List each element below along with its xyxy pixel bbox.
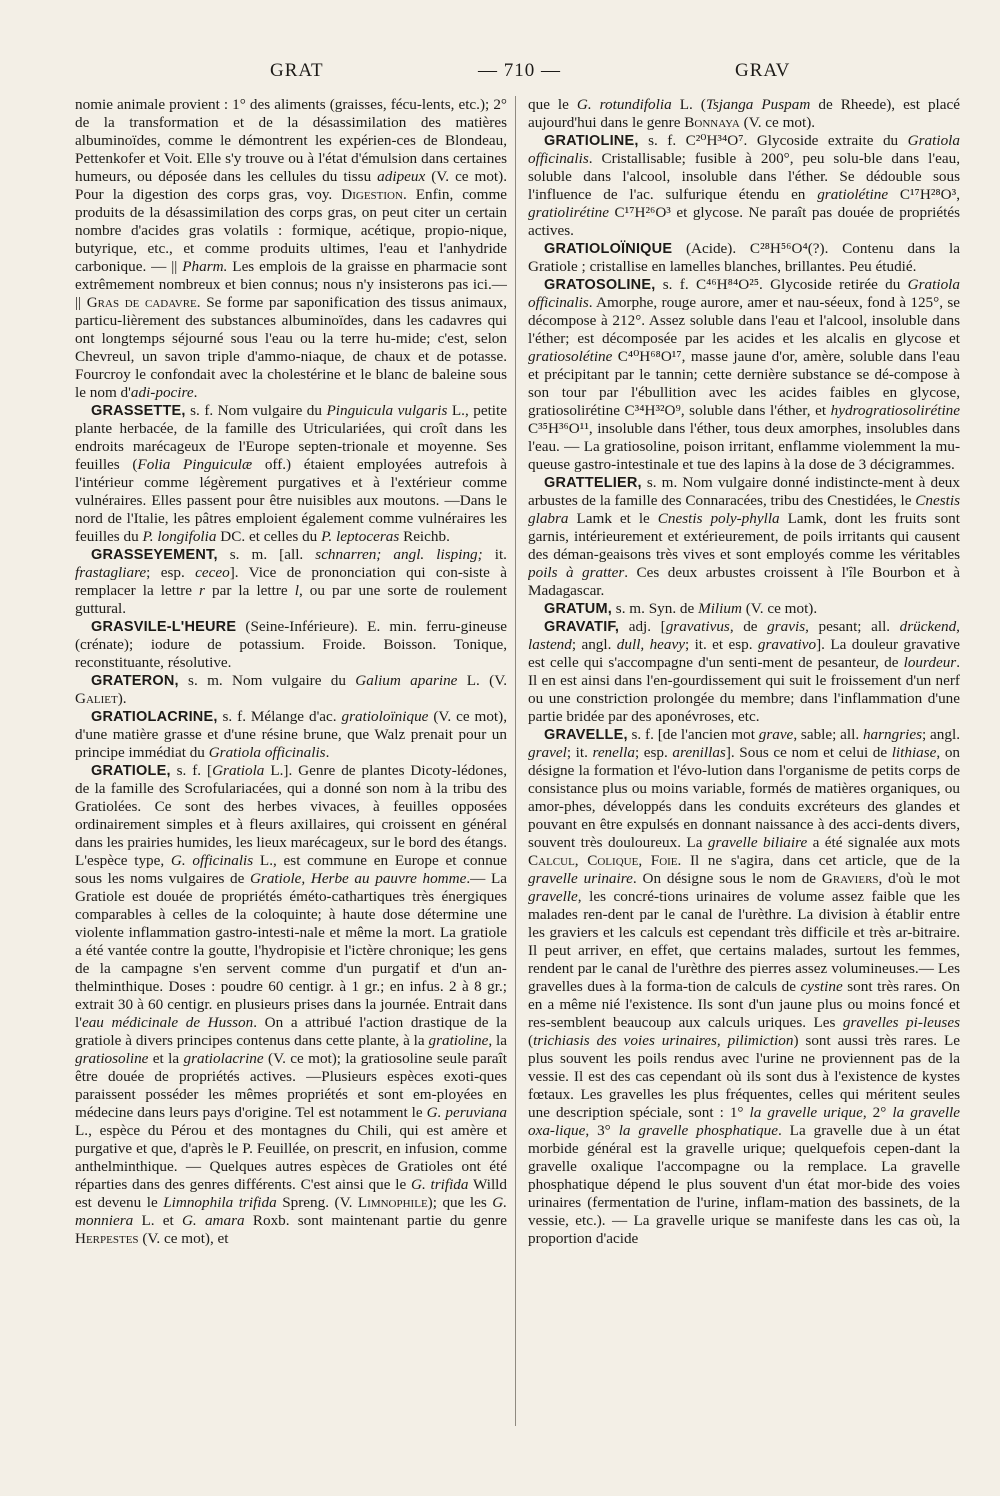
entry-body: s. m. Syn. de Milium (V. ce mot). bbox=[611, 600, 818, 617]
entry-continuation: nomie animale provient : 1° des aliments (graisses, fécu-lents, etc.); 2° de la transformation et de la désassimilation des matières albuminoïdes, comme le démontrent les expérien-ces de Blondeau, Pettenkofer et Voit. Elle s'y trouve ou à l'état d'émulsion dans certaines humeurs, ou déposée dans les cellules du tissu adipeux (V. ce mot). Pour la digestion des corps gras, voy. Digestion. Enfin, comme produits de la désassimilation des corps gras, on peut citer un certain nombre d'acides gras volatils : formique, acétique, propio-nique, butyrique, etc., et comme produits ultimes, l'eau et l'anhydride carbonique. — || Pharm. Les emplois de la graisse en pharmacie sont extrêmement nombreux et bien connus; nous n'y insisterons pas ici.— || Gras de cadavre. Se forme par saponification des tissus animaux, particu-lièrement des substances albuminoïdes, dans les cadavres qui ont longtemps séjourné sous l'eau ou la terre hu-mide; c'est, selon Chevreul, un savon triple d'ammo-niaque, de chaux et de potasse. Fourcroy le confondait avec la cholestérine et le blanc de baleine sous le nom d'adi-pocire. bbox=[75, 96, 507, 401]
column-divider bbox=[515, 96, 516, 1426]
entry-headword: GRATTELIER, bbox=[544, 475, 642, 491]
dictionary-entry bbox=[528, 600, 960, 618]
page-header bbox=[70, 60, 940, 90]
entry-headword: GRATIOLOÏNIQUE bbox=[544, 241, 673, 257]
entry-body: (Acide). C²⁸H⁵⁶O⁴(?). Contenu dans la Gratiole ; cristallise en lamelles blanches, brillantes. Peu étudié. bbox=[528, 240, 960, 275]
entry-body: s. m. Nom vulgaire donné indistincte-ment à deux arbustes de la famille des Connaracées, tribu des Cnestidées, le Cnestis glabra Lamk et le Cnestis poly-phylla Lamk, dont les fruits sont garnis, intérieurement et extérieurement, de poils irritants qui causent des déman-geaisons très vives et sont employés comme les véritables poils à gratter. Ces deux arbustes croissent à l'île Bourbon et à Madagascar. bbox=[528, 474, 960, 599]
dictionary-entry bbox=[75, 402, 507, 546]
entry-headword: GRATUM, bbox=[544, 601, 612, 617]
entry-body: (Seine-Inférieure). E. min. ferru-gineuse (crénate); iodure de potassium. Froide. Boisson. Tonique, reconstituante, résolutive. bbox=[75, 618, 507, 671]
left-column bbox=[75, 96, 507, 1476]
dictionary-entry bbox=[528, 618, 960, 726]
dictionary-entry bbox=[528, 132, 960, 240]
dictionary-entry bbox=[528, 240, 960, 276]
header-left-keyword: GRAT bbox=[270, 60, 324, 81]
entry-body: s. m. [all. schnarren; angl. lisping; it. frastagliare; esp. ceceo]. Vice de prononciation qui con-siste à remplacer la lettre r par la lettre l, ou par une sorte de roulement guttural. bbox=[75, 546, 507, 617]
dictionary-entry bbox=[75, 708, 507, 762]
page-number: — 710 — bbox=[478, 60, 561, 81]
entry-headword: GRASVILE-L'HEURE bbox=[91, 619, 237, 635]
entry-body: s. f. [de l'ancien mot grave, sable; all. harngries; angl. gravel; it. renella; esp. arenillas]. Sous ce nom et celui de lithiase, on désigne la formation et l'évo-lution dans l'organisme de petits corps de consistance plus ou moins variable, formés de matières organiques, ou amor-phes, développés dans les conduits excréteurs des glandes et pouvant en être expulsés en donnant naissance à des acci-dents divers, souvent très douloureux. La gravelle biliaire a été signalée aux mots Calcul, Colique, Foie. Il ne s'agira, dans cet article, que de la gravelle urinaire. On désigne sous le nom de Graviers, d'où le mot gravelle, les concré-tions urinaires de volume assez faible que les malades ren-dent par le canal de l'urèthre. La division à établir entre les graviers et les calculs est cependant très difficile et très ar-bitraire. Il peut arriver, en effet, que certains malades, surtout les femmes, rendent par le canal de l'urèthre des pierres assez volumineuses.— Les gravelles dues à la forma-tion de calculs de cystine sont très rares. On en a même nié l'existence. Ils sont d'un jaune plus ou moins foncé et res-semblent beaucoup aux calculs uriques. Les gravelles pi-leuses (trichiasis des voies urinaires, pilimiction) sont aussi très rares. Le plus souvent les poils rendus avec l'urine ne proviennent pas de la vessie. Il est des cas cependant où ils sont dus à l'existence de kystes fœtaux. Les gravelles les plus fréquentes, celles qui méritent seules une description spéciale, sont : 1° la gravelle urique, 2° la gravelle oxa-lique, 3° la gravelle phosphatique. La gravelle due à un état morbide général est la gravelle urique; quelquefois cepen-dant la gravelle oxalique l'accompagne ou la remplace. La gravelle phosphatique dépend le plus souvent d'un état mor-bide des voies urinaires (fermentation de l'urine, inflam-mation des bassinets, de la vessie, etc.). — La gravelle urique se manifeste dans les cas où, la proportion d'acide bbox=[528, 726, 960, 1247]
entry-headword: GRATOSOLINE, bbox=[544, 277, 656, 293]
entry-headword: GRATIOLACRINE, bbox=[91, 709, 218, 725]
entry-headword: GRATERON, bbox=[91, 673, 179, 689]
entry-headword: GRASSETTE, bbox=[91, 403, 186, 419]
dictionary-entry bbox=[528, 726, 960, 1248]
right-column bbox=[528, 96, 960, 1476]
dictionary-entry bbox=[528, 276, 960, 474]
entry-body: adj. [gravativus, de gravis, pesant; all. drückend, lastend; angl. dull, heavy; it. et esp. gravativo]. La douleur gravative est celle qui s'accompagne d'un senti-ment de pesanteur, de lourdeur. Il en est ainsi dans l'en-gourdissement qui suit le froissement d'un nerf ou une constriction prolongée du membre; dans l'inflammation d'une partie bridée par des aponévroses, etc. bbox=[528, 618, 960, 725]
dictionary-entry bbox=[75, 618, 507, 672]
dictionary-entry bbox=[528, 474, 960, 600]
entry-body: s. f. Mélange d'ac. gratioloïnique (V. ce mot), d'une matière grasse et d'une résine brune, que Walz prenait pour un principe immédiat du Gratiola officinalis. bbox=[75, 708, 507, 761]
entry-body: s. f. Nom vulgaire du Pinguicula vulgaris L., petite plante herbacée, de la famille des Utriculariées, qui croît dans les endroits marécageux de l'Europe septen-trionale et moyenne. Ses feuilles (Folia Pinguiculæ off.) étaient employées autrefois à l'intérieur comme légèrement purgatives et à l'extérieur comme vulnéraires. Elles passent pour être nuisibles aux moutons. —Dans le nord de l'Italie, les pâtres emploient également comme vulnéraires les feuilles du P. longifolia DC. et celles du P. leptoceras Reichb. bbox=[75, 402, 507, 545]
entry-headword: GRAVELLE, bbox=[544, 727, 628, 743]
entry-headword: GRAVATIF, bbox=[544, 619, 620, 635]
entry-body: s. f. C⁴⁶H⁸⁴O²⁵. Glycoside retirée du Gratiola officinalis. Amorphe, rouge aurore, amer et nau-séeux, fond à 125°, se décompose à 212°. Assez soluble dans l'eau et l'alcool, insoluble dans l'éther; est décomposée par les acides et les alcalis en glycose et gratiosolétine C⁴⁰H⁶⁸O¹⁷, masse jaune d'or, amère, soluble dans l'eau et précipitant par le tannin; cette dernière substance se dé-compose à son tour par l'ébullition avec les acides faibles en glycose, gratiosolirétine C³⁴H³²O⁹, soluble dans l'éther, et hydrogratiosolirétine C³⁵H³⁶O¹¹, insoluble dans l'éther, tous deux amorphes, insolubles dans l'eau. — La gratiosoline, poison irritant, enflamme violemment la mu-queuse gastro-intestinale et tue des lapins à la dose de 3 décigrammes. bbox=[528, 276, 960, 473]
entry-body: s. f. [Gratiola L.]. Genre de plantes Dicoty-lédones, de la famille des Scrofulariacées, qui a donné son nom à la tribu des Gratiolées. Ce sont des herbes vivaces, à feuilles opposées ordinairement simples et à fleurs axillaires, qui croissent en général dans les prairies humides, les lieux marécageux, sur le bord des étangs. L'espèce type, G. officinalis L., est commune en Europe et connue sous les noms vulgaires de Gratiole, Herbe au pauvre homme.— La Gratiole est douée de propriétés éméto-cathartiques très énergiques comparables à celles de la coloquinte; à haute dose détermine une violente inflammation gastro-intesti-nale et même la mort. La gratiole a été vantée contre la goutte, l'hydropisie et l'ictère chronique; les gens de la campagne s'en servent comme d'un purgatif et d'un an-thelminthique. Doses : poudre 60 centigr. à 1 gr.; en infus. 2 à 8 gr.; extrait 30 à 60 centigr. en plusieurs prises dans la journée. Entrait dans l'eau médicinale de Husson. On a attribué l'action drastique de la gratiole à divers principes contenus dans cette plante, à la gratioline, la gratiosoline et la gratiolacrine (V. ce mot); la gratiosoline seule paraît être douée de propriétés actives. —Plusieurs espèces exoti-ques paraissent posséder les mêmes propriétés et sont em-ployées en médecine dans leurs pays d'origine. Tel est notamment le G. peruviana L., espèce du Pérou et des montagnes du Chili, qui est amère et purgative et que, d'après le P. Feuillée, on prescrit, en infusion, comme anthelminthique. — Quelques autres espèces de Gratioles ont été réparties dans des genres différents. C'est ainsi que le G. trifida Willd est devenu le Limnophila trifida Spreng. (V. Limnophile); que les G. monniera L. et G. amara Roxb. sont maintenant partie du genre Herpestes (V. ce mot), et bbox=[75, 762, 507, 1247]
header-right-keyword: GRAV bbox=[735, 60, 791, 81]
dictionary-entry bbox=[75, 672, 507, 708]
entry-continuation: que le G. rotundifolia L. (Tsjanga Puspam de Rheede), est placé aujourd'hui dans le genre Bonnaya (V. ce mot). bbox=[528, 96, 960, 131]
entry-body: s. m. Nom vulgaire du Galium aparine L. (V. Galiet). bbox=[75, 672, 507, 707]
entry-headword: GRATIOLE, bbox=[91, 763, 171, 779]
entry-headword: GRASSEYEMENT, bbox=[91, 547, 218, 563]
dictionary-entry bbox=[75, 762, 507, 1248]
dictionary-entry bbox=[75, 546, 507, 618]
entry-body: s. f. C²⁰H³⁴O⁷. Glycoside extraite du Gratiola officinalis. Cristallisable; fusible à 200°, peu solu-ble dans l'eau, soluble dans l'alcool, insoluble dans l'éther. Se dédouble sous l'influence de l'ac. sulfurique étendu en gratiolétine C¹⁷H²⁸O³, gratiolirétine C¹⁷H²⁶O³ et glycose. Ne paraît pas douée de propriétés actives. bbox=[528, 132, 960, 239]
entry-headword: GRATIOLINE, bbox=[544, 133, 639, 149]
